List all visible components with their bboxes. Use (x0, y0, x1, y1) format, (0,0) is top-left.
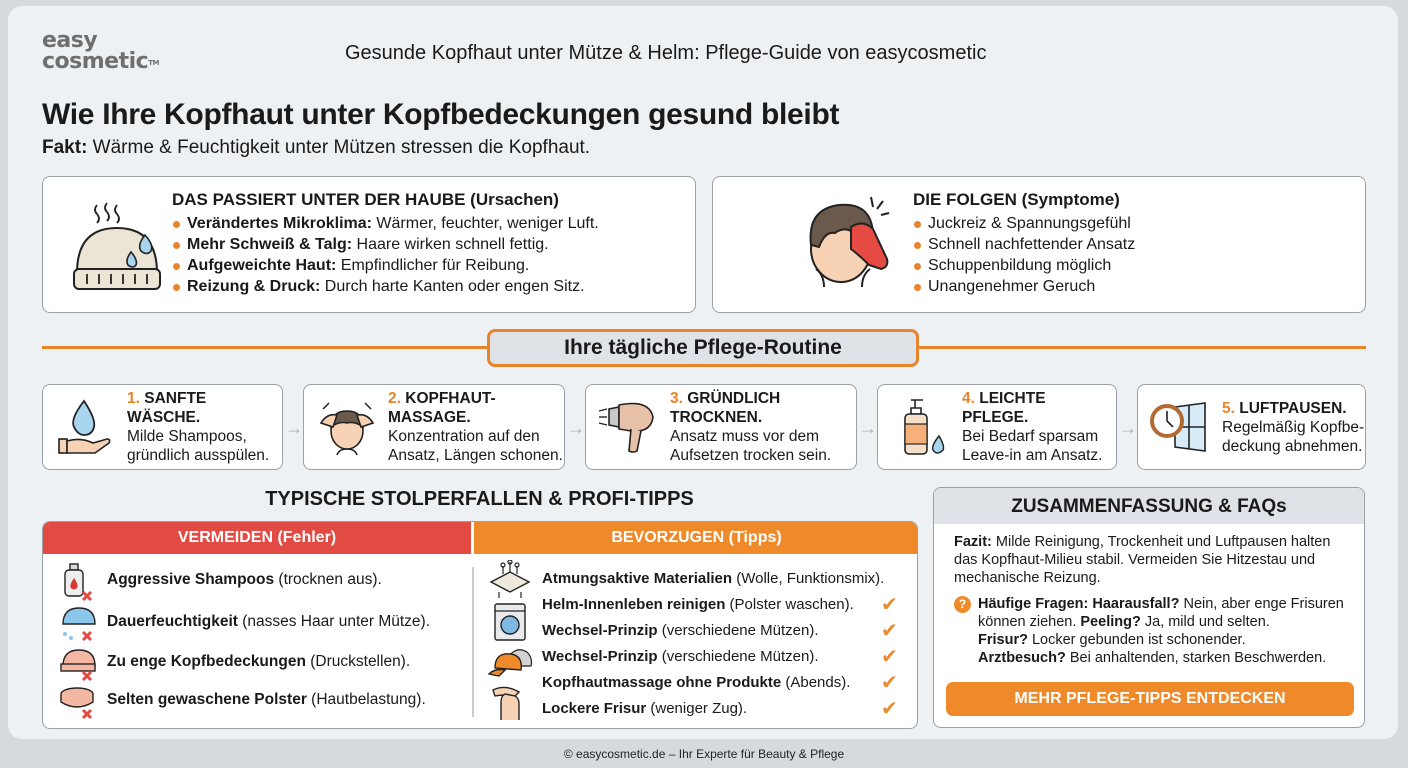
helmet-padding-x-icon (57, 682, 107, 718)
avoid-text: (Druckstellen). (305, 653, 411, 670)
causes-list (172, 213, 599, 297)
fazit-label: Fazit: (954, 534, 992, 550)
summary-fazit (934, 524, 1364, 587)
hair-dryer-icon (594, 392, 664, 462)
check-icon: ✔ (881, 672, 898, 694)
prefer-item (542, 700, 747, 717)
avoid-bold: Selten gewaschene Polster (107, 691, 307, 708)
step-number: 4. (962, 390, 975, 407)
prefer-text: (Wolle, Funktionsmix). (732, 570, 885, 587)
arrow-icon: → (285, 418, 303, 438)
page-subtitle: Gesunde Kopfhaut unter Mütze & Helm: Pflege-Guide von easycosmetic (345, 42, 987, 64)
shampoo-bottle-x-icon (57, 562, 107, 598)
symptoms-title: DIE FOLGEN (Symptome) (913, 190, 1120, 209)
symptom-item: Schuppenbildung möglich (913, 255, 1135, 276)
step-title: KOPFHAUT-MASSAGE. (388, 390, 496, 426)
massage-hands-icon (489, 680, 531, 727)
logo-tm: TM (148, 59, 159, 67)
prefer-item (542, 674, 850, 691)
step-text (664, 389, 856, 465)
prefer-item (542, 622, 819, 639)
avoid-bold: Aggressive Shampoos (107, 571, 275, 588)
step-line: Milde Shampoos, (127, 428, 247, 445)
prefer-text: (verschiedene Mützen). (657, 648, 819, 665)
tight-beanie-x-icon (57, 644, 107, 680)
step-number: 1. (127, 390, 140, 407)
causes-title: DAS PASSIERT UNTER DER HAUBE (Ursachen) (172, 190, 559, 209)
faq-question: Arztbesuch? (978, 650, 1066, 666)
step-text (956, 389, 1116, 465)
column-divider (472, 567, 474, 717)
head-massage-icon (312, 392, 382, 462)
pitfalls-heading: TYPISCHE STOLPERFALLEN & PROFI-TIPPS (265, 488, 694, 510)
faq-question: Frisur? (978, 632, 1028, 648)
cause-bold: Verändertes Mikroklima: (187, 215, 372, 232)
prefer-item (542, 596, 854, 613)
faq-answer: Locker gebunden ist schonender. (1027, 632, 1246, 648)
summary-box (933, 487, 1365, 728)
step-number: 3. (670, 390, 683, 407)
prefer-bold: Kopfhautmassage ohne Produkte (542, 674, 782, 691)
step-line: Bei Bedarf sparsam (962, 428, 1099, 445)
logo-line2: cosmetic (42, 49, 149, 74)
avoid-item (57, 562, 382, 598)
prefer-header: BEVORZUGEN (Tipps) (474, 522, 918, 554)
faq-answer: Nein, aber enge Frisuren können ziehen. (978, 596, 1344, 630)
step-number: 2. (388, 390, 401, 407)
question-icon: ? (954, 596, 971, 613)
step-line: Ansatz, Längen schonen. (388, 447, 563, 464)
prefer-bold: Wechsel-Prinzip (542, 648, 658, 665)
fazit-text: Milde Reinigung, Trockenheit und Luftpausen halten das Kopfhaut-Milieu stabil. Vermeiden Sie Hitzestau und mechanische Reizung. (954, 534, 1331, 586)
avoid-bold: Zu enge Kopfbedeckungen (107, 653, 306, 670)
fact-label: Fakt: (42, 137, 88, 158)
step-line: gründlich ausspülen. (127, 447, 270, 464)
page-title: Wie Ihre Kopfhaut unter Kopfbedeckungen gesund bleibt (42, 98, 840, 131)
cause-bold: Aufgeweichte Haut: (187, 257, 337, 274)
cause-text: Empfindlicher für Reibung. (336, 257, 530, 274)
step-title: LUFTPAUSEN. (1234, 399, 1347, 417)
prefer-bold: Helm-Innenleben reinigen (542, 596, 726, 613)
step-line: Leave-in am Ansatz. (962, 447, 1103, 464)
cause-text: Wärmer, feuchter, weniger Luft. (371, 215, 599, 232)
step-line: Aufsetzen trocken sein. (670, 447, 832, 464)
prefer-bold: Wechsel-Prinzip (542, 622, 658, 639)
beanie-steam-icon (65, 195, 175, 295)
symptoms-list (913, 213, 1135, 297)
causes-card (42, 176, 696, 313)
cause-bold: Reizung & Druck: (187, 278, 321, 295)
cause-item (172, 213, 599, 234)
avoid-item (57, 644, 410, 680)
step-line: Regelmäßig Kopfbe- (1222, 418, 1365, 436)
brand-logo[interactable] (42, 30, 159, 72)
pump-bottle-icon (886, 392, 956, 462)
avoid-text: (nasses Haar unter Mütze). (237, 613, 431, 630)
faq-question: Peeling? (1080, 614, 1141, 630)
cause-bold: Mehr Schweiß & Talg: (187, 236, 353, 253)
step-line: Ansatz muss vor dem (670, 428, 820, 445)
fact-text: Wärme & Feuchtigkeit unter Mützen stressen die Kopfhaut. (87, 137, 591, 158)
symptoms-card (712, 176, 1366, 313)
prefer-text: (weniger Zug). (646, 700, 748, 717)
prefer-item (542, 648, 819, 665)
more-tips-button[interactable]: MEHR PFLEGE-TIPPS ENTDECKEN (946, 682, 1354, 716)
routine-step-1 (42, 384, 283, 470)
step-title: GRÜNDLICH TROCKNEN. (670, 390, 781, 426)
avoid-item (57, 604, 430, 640)
breathable-fabric-icon (489, 560, 531, 605)
avoid-text: (trocknen aus). (274, 571, 382, 588)
logo-line1: easy (42, 28, 98, 53)
avoid-item (57, 682, 426, 718)
check-icon: ✔ (881, 620, 898, 642)
symptom-item: Schnell nachfettender Ansatz (913, 234, 1135, 255)
routine-step-5 (1137, 384, 1366, 470)
prefer-text: (Abends). (781, 674, 851, 691)
arrow-icon: → (859, 418, 877, 438)
caps-icon (487, 646, 533, 683)
symptom-item: Juckreiz & Spannungsgefühl (913, 213, 1135, 234)
check-icon: ✔ (881, 698, 898, 720)
avoid-header: VERMEIDEN (Fehler) (43, 522, 471, 554)
arrow-icon: → (1119, 418, 1137, 438)
avoid-text: (Hautbelastung). (306, 691, 426, 708)
summary-title: ZUSAMMENFASSUNG & FAQs (934, 488, 1364, 524)
footer-copyright[interactable]: © easycosmetic.de – Ihr Experte für Beauty & Pflege (563, 747, 845, 761)
washing-machine-icon (493, 602, 527, 647)
cause-text: Haare wirken schnell fettig. (352, 236, 549, 253)
water-drop-hand-icon (51, 392, 121, 462)
step-title: SANFTE WÄSCHE. (127, 390, 207, 426)
cause-text: Durch harte Kanten oder engen Sitz. (320, 278, 585, 295)
routine-step-2 (303, 384, 565, 470)
arrow-icon: → (567, 418, 585, 438)
routine-step-4 (877, 384, 1117, 470)
routine-step-3 (585, 384, 857, 470)
prefer-text: (verschiedene Mützen). (657, 622, 819, 639)
cause-item (172, 234, 599, 255)
prefer-bold: Lockere Frisur (542, 700, 647, 717)
step-text (1216, 399, 1364, 456)
faq-question: Häufige Fragen: Haarausfall? (978, 596, 1180, 612)
itchy-head-icon (799, 187, 899, 299)
avoid-bold: Dauerfeuchtigkeit (107, 613, 238, 630)
step-line: Konzentration auf den (388, 428, 540, 445)
check-icon: ✔ (881, 646, 898, 668)
check-icon: ✔ (881, 594, 898, 616)
cause-item (172, 255, 599, 276)
fact-line (42, 137, 590, 159)
cause-item (172, 276, 599, 297)
step-line: deckung abnehmen. (1222, 437, 1363, 455)
step-text (121, 389, 282, 465)
step-title: LEICHTE PFLEGE. (962, 390, 1046, 426)
symptom-item: Unangenehmer Geruch (913, 276, 1135, 297)
pitfalls-box (42, 521, 918, 729)
routine-title: Ihre tägliche Pflege-Routine (487, 329, 919, 367)
faq-answer: Ja, mild und selten. (1140, 614, 1270, 630)
prefer-bold: Atmungsaktive Materialien (542, 570, 733, 587)
step-number: 5. (1222, 399, 1235, 417)
prefer-item (542, 570, 884, 587)
wet-cap-x-icon (57, 604, 107, 640)
faq-answer: Bei anhaltenden, starken Beschwerden. (1065, 650, 1327, 666)
faq-block (934, 587, 1364, 667)
step-text (382, 389, 564, 465)
prefer-text: (Polster waschen). (725, 596, 854, 613)
clock-window-icon (1146, 392, 1216, 462)
